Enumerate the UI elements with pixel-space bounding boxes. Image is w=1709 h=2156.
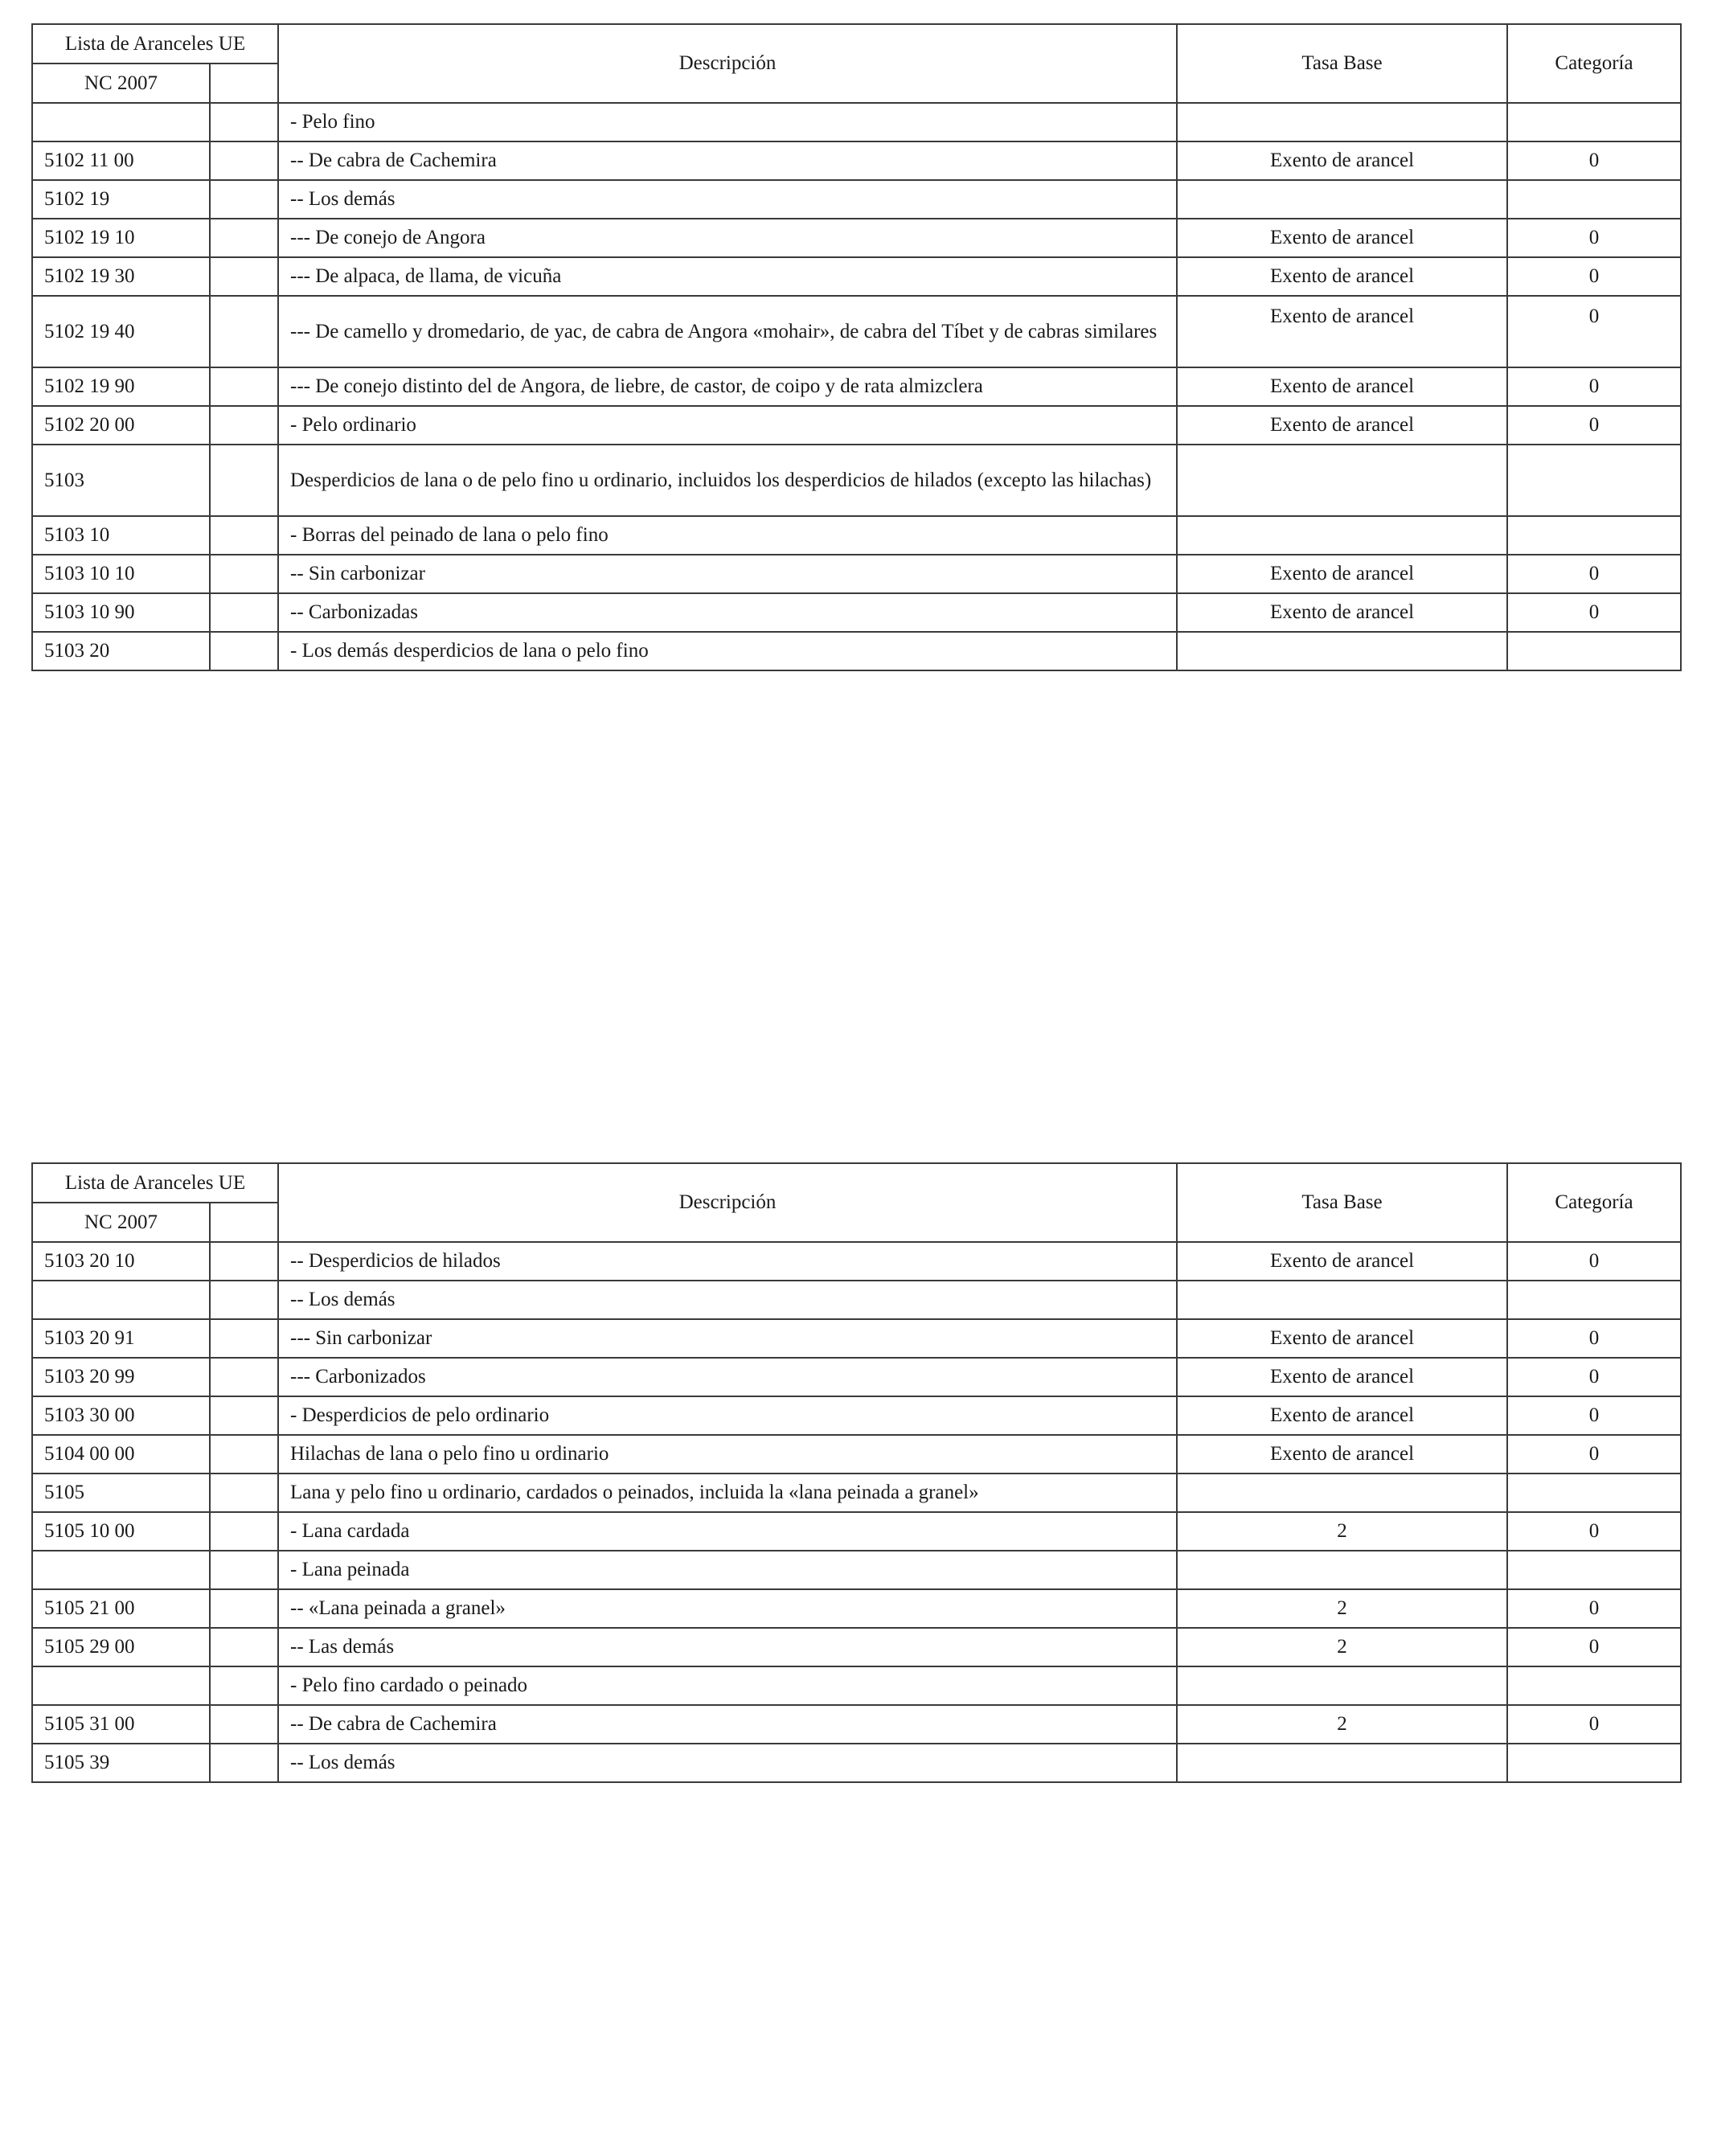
tariff-code-cell: 5105 31 00 <box>32 1705 210 1744</box>
base-rate-cell <box>1177 1744 1507 1782</box>
base-rate-cell <box>1177 516 1507 555</box>
subcode-cell <box>210 632 278 670</box>
base-rate-cell <box>1177 632 1507 670</box>
tariff-code-cell <box>32 1666 210 1705</box>
header-description: Descripción <box>278 1163 1177 1242</box>
subcode-cell <box>210 1435 278 1474</box>
category-cell <box>1507 1744 1681 1782</box>
description-cell: Hilachas de lana o pelo fino u ordinario <box>278 1435 1177 1474</box>
base-rate-cell: 2 <box>1177 1705 1507 1744</box>
description-cell: --- De conejo de Angora <box>278 219 1177 257</box>
tariff-code-cell: 5102 19 30 <box>32 257 210 296</box>
table-row <box>32 141 1681 180</box>
base-rate-cell: 2 <box>1177 1512 1507 1551</box>
tariff-code-cell: 5103 <box>32 445 210 516</box>
description-cell: -- Los demás <box>278 1281 1177 1319</box>
tariff-code-cell: 5105 29 00 <box>32 1628 210 1666</box>
header-list-title: Lista de Aranceles UE <box>32 24 278 64</box>
table-row <box>32 1396 1681 1435</box>
table-header <box>32 24 1681 103</box>
description-cell: -- Las demás <box>278 1628 1177 1666</box>
base-rate-cell: Exento de arancel <box>1177 406 1507 445</box>
tariff-code-cell: 5103 20 91 <box>32 1319 210 1358</box>
category-cell <box>1507 632 1681 670</box>
description-cell: -- Desperdicios de hilados <box>278 1242 1177 1281</box>
subcode-cell <box>210 1589 278 1628</box>
base-rate-cell: Exento de arancel <box>1177 1242 1507 1281</box>
table-row <box>32 593 1681 632</box>
table-row <box>32 406 1681 445</box>
description-cell: - Pelo ordinario <box>278 406 1177 445</box>
category-cell: 0 <box>1507 296 1681 367</box>
subcode-cell <box>210 1281 278 1319</box>
category-cell <box>1507 1551 1681 1589</box>
table-row <box>32 516 1681 555</box>
category-cell: 0 <box>1507 1319 1681 1358</box>
table-row <box>32 1551 1681 1589</box>
subcode-cell <box>210 1512 278 1551</box>
subcode-cell <box>210 180 278 219</box>
subcode-cell <box>210 257 278 296</box>
table-row <box>32 1589 1681 1628</box>
description-cell: Lana y pelo fino u ordinario, cardados o peinados, incluida la «lana peinada a granel» <box>278 1474 1177 1512</box>
category-cell: 0 <box>1507 141 1681 180</box>
description-cell: --- De camello y dromedario, de yac, de cabra de Angora «mohair», de cabra del Tíbet y de cabras similares <box>278 296 1177 367</box>
tariff-code-cell <box>32 1551 210 1589</box>
table-row <box>32 367 1681 406</box>
tariff-code-cell: 5102 20 00 <box>32 406 210 445</box>
category-cell: 0 <box>1507 257 1681 296</box>
header-nc-2007: NC 2007 <box>32 64 210 103</box>
header-base-rate: Tasa Base <box>1177 24 1507 103</box>
base-rate-cell: Exento de arancel <box>1177 367 1507 406</box>
description-cell: -- Los demás <box>278 180 1177 219</box>
description-cell: - Lana peinada <box>278 1551 1177 1589</box>
table-row <box>32 1242 1681 1281</box>
category-cell <box>1507 1666 1681 1705</box>
subcode-cell <box>210 406 278 445</box>
subcode-cell <box>210 103 278 141</box>
subcode-cell <box>210 1628 278 1666</box>
subcode-cell <box>210 516 278 555</box>
description-cell: -- Carbonizadas <box>278 593 1177 632</box>
tariff-code-cell: 5103 10 10 <box>32 555 210 593</box>
tariff-code-cell: 5102 19 40 <box>32 296 210 367</box>
table-row <box>32 219 1681 257</box>
table-row <box>32 1319 1681 1358</box>
subcode-cell <box>210 593 278 632</box>
base-rate-cell: Exento de arancel <box>1177 296 1507 367</box>
description-cell: -- Los demás <box>278 1744 1177 1782</box>
header-category: Categoría <box>1507 1163 1681 1242</box>
category-cell: 0 <box>1507 1435 1681 1474</box>
base-rate-cell: Exento de arancel <box>1177 1435 1507 1474</box>
base-rate-cell: Exento de arancel <box>1177 141 1507 180</box>
base-rate-cell: Exento de arancel <box>1177 1319 1507 1358</box>
description-cell: -- «Lana peinada a granel» <box>278 1589 1177 1628</box>
description-cell: -- De cabra de Cachemira <box>278 141 1177 180</box>
category-cell: 0 <box>1507 1358 1681 1396</box>
base-rate-cell: Exento de arancel <box>1177 1396 1507 1435</box>
category-cell <box>1507 516 1681 555</box>
base-rate-cell: Exento de arancel <box>1177 1358 1507 1396</box>
subcode-cell <box>210 1319 278 1358</box>
description-cell: - Pelo fino cardado o peinado <box>278 1666 1177 1705</box>
header-blank-cell <box>210 1203 278 1242</box>
tariff-code-cell: 5103 10 <box>32 516 210 555</box>
description-cell: - Pelo fino <box>278 103 1177 141</box>
description-cell: --- Sin carbonizar <box>278 1319 1177 1358</box>
base-rate-cell <box>1177 1474 1507 1512</box>
category-cell <box>1507 445 1681 516</box>
tariff-code-cell: 5104 00 00 <box>32 1435 210 1474</box>
tariff-code-cell: 5105 21 00 <box>32 1589 210 1628</box>
category-cell <box>1507 180 1681 219</box>
header-base-rate: Tasa Base <box>1177 1163 1507 1242</box>
table-row <box>32 1474 1681 1512</box>
table-body <box>32 103 1681 670</box>
header-list-title: Lista de Aranceles UE <box>32 1163 278 1203</box>
subcode-cell <box>210 1242 278 1281</box>
tariff-code-cell: 5103 30 00 <box>32 1396 210 1435</box>
base-rate-cell: Exento de arancel <box>1177 219 1507 257</box>
category-cell <box>1507 1281 1681 1319</box>
category-cell: 0 <box>1507 1396 1681 1435</box>
table-row <box>32 1358 1681 1396</box>
category-cell: 0 <box>1507 1589 1681 1628</box>
tariff-table <box>31 1162 1682 1783</box>
category-cell: 0 <box>1507 1628 1681 1666</box>
subcode-cell <box>210 445 278 516</box>
header-nc-2007: NC 2007 <box>32 1203 210 1242</box>
description-cell: - Lana cardada <box>278 1512 1177 1551</box>
description-cell: Desperdicios de lana o de pelo fino u ordinario, incluidos los desperdicios de hilados (excepto las hilachas) <box>278 445 1177 516</box>
description-cell: - Borras del peinado de lana o pelo fino <box>278 516 1177 555</box>
subcode-cell <box>210 1744 278 1782</box>
table-row <box>32 1705 1681 1744</box>
description-cell: -- Sin carbonizar <box>278 555 1177 593</box>
table-header <box>32 1163 1681 1242</box>
table-row <box>32 1435 1681 1474</box>
description-cell: --- De conejo distinto del de Angora, de liebre, de castor, de coipo y de rata almizclera <box>278 367 1177 406</box>
tariff-code-cell <box>32 103 210 141</box>
base-rate-cell: Exento de arancel <box>1177 257 1507 296</box>
table-row <box>32 555 1681 593</box>
base-rate-cell: Exento de arancel <box>1177 555 1507 593</box>
category-cell: 0 <box>1507 1512 1681 1551</box>
table-row <box>32 1744 1681 1782</box>
base-rate-cell: 2 <box>1177 1628 1507 1666</box>
subcode-cell <box>210 1396 278 1435</box>
tariff-code-cell: 5103 20 <box>32 632 210 670</box>
subcode-cell <box>210 555 278 593</box>
table-row <box>32 1512 1681 1551</box>
base-rate-cell <box>1177 1666 1507 1705</box>
category-cell: 0 <box>1507 1242 1681 1281</box>
tariff-code-cell: 5103 20 10 <box>32 1242 210 1281</box>
base-rate-cell <box>1177 1281 1507 1319</box>
table-row <box>32 103 1681 141</box>
category-cell: 0 <box>1507 593 1681 632</box>
description-cell: --- De alpaca, de llama, de vicuña <box>278 257 1177 296</box>
description-cell: --- Carbonizados <box>278 1358 1177 1396</box>
table-row <box>32 445 1681 516</box>
table-row <box>32 296 1681 367</box>
description-cell: - Los demás desperdicios de lana o pelo fino <box>278 632 1177 670</box>
table-row <box>32 180 1681 219</box>
category-cell: 0 <box>1507 1705 1681 1744</box>
description-cell: -- De cabra de Cachemira <box>278 1705 1177 1744</box>
tariff-code-cell: 5102 19 90 <box>32 367 210 406</box>
subcode-cell <box>210 1551 278 1589</box>
tariff-code-cell: 5105 10 00 <box>32 1512 210 1551</box>
tariff-code-cell: 5103 10 90 <box>32 593 210 632</box>
tariff-code-cell: 5102 11 00 <box>32 141 210 180</box>
subcode-cell <box>210 367 278 406</box>
tariff-code-cell: 5105 <box>32 1474 210 1512</box>
tariff-code-cell <box>32 1281 210 1319</box>
base-rate-cell <box>1177 180 1507 219</box>
table-row <box>32 632 1681 670</box>
base-rate-cell <box>1177 103 1507 141</box>
subcode-cell <box>210 1666 278 1705</box>
category-cell <box>1507 103 1681 141</box>
description-cell: - Desperdicios de pelo ordinario <box>278 1396 1177 1435</box>
header-blank-cell <box>210 64 278 103</box>
subcode-cell <box>210 141 278 180</box>
tariff-code-cell: 5105 39 <box>32 1744 210 1782</box>
tariff-table <box>31 23 1682 671</box>
category-cell: 0 <box>1507 219 1681 257</box>
base-rate-cell: 2 <box>1177 1589 1507 1628</box>
category-cell: 0 <box>1507 406 1681 445</box>
subcode-cell <box>210 296 278 367</box>
table-row <box>32 1281 1681 1319</box>
tariff-code-cell: 5102 19 10 <box>32 219 210 257</box>
table-row <box>32 1666 1681 1705</box>
category-cell: 0 <box>1507 367 1681 406</box>
base-rate-cell <box>1177 1551 1507 1589</box>
category-cell: 0 <box>1507 555 1681 593</box>
base-rate-cell <box>1177 445 1507 516</box>
table-row <box>32 1628 1681 1666</box>
tariff-code-cell: 5103 20 99 <box>32 1358 210 1396</box>
base-rate-cell: Exento de arancel <box>1177 593 1507 632</box>
header-description: Descripción <box>278 24 1177 103</box>
subcode-cell <box>210 1358 278 1396</box>
subcode-cell <box>210 1705 278 1744</box>
tariff-code-cell: 5102 19 <box>32 180 210 219</box>
category-cell <box>1507 1474 1681 1512</box>
subcode-cell <box>210 1474 278 1512</box>
table-row <box>32 257 1681 296</box>
table-body <box>32 1242 1681 1782</box>
subcode-cell <box>210 219 278 257</box>
header-category: Categoría <box>1507 24 1681 103</box>
